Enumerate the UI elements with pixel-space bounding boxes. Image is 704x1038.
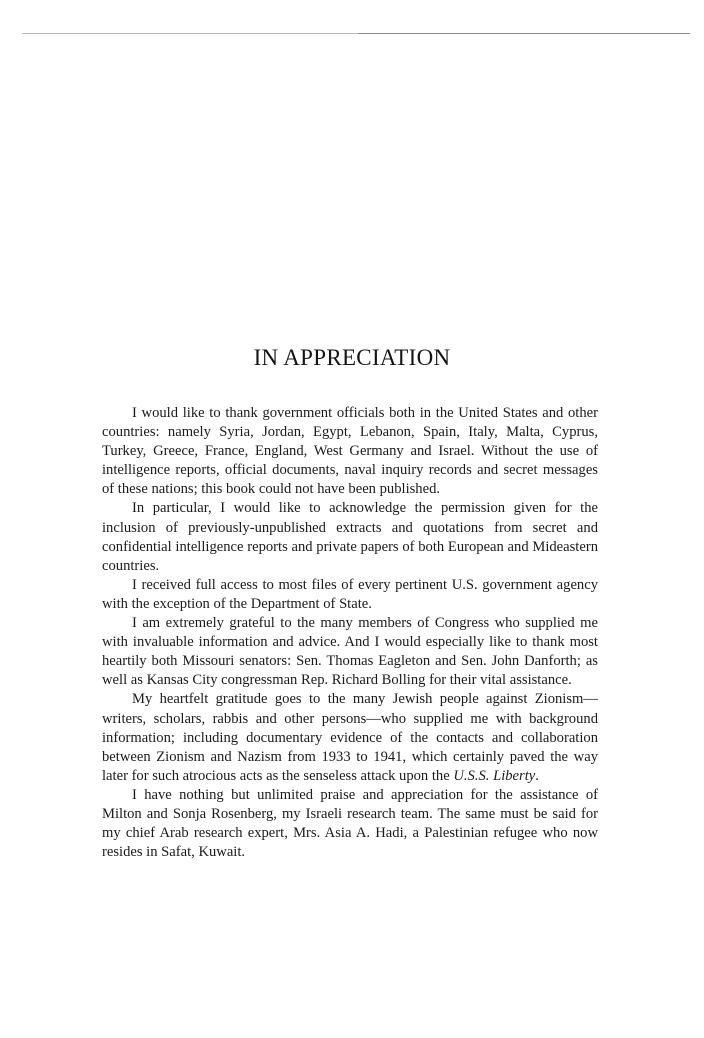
ship-name-italic: U.S.S. Liberty bbox=[453, 767, 536, 784]
paragraph-thanks-officials: I would like to thank government officials both in the United States and other countries: namely Syria, Jordan, Egypt, Lebanon, Spain, Italy, Malta, Cyprus, Turkey, Greece, France, England, West Germany and Israel. Without the use of intelligence reports, official documents, naval inquiry records and secret messages of these nations; this book could not have been published. bbox=[102, 405, 598, 498]
paragraph-gratitude-text: My heartfelt gratitude goes to the many Jewish people against Zionism—writers, scholars, rabbis and other persons—who supplied me with background information; including documentary evidence of the contacts and collaboration between Zionism and Nazism from 1933 to 1941, which certainly paved the way later for such atrocious acts as the senseless attack upon the bbox=[102, 691, 598, 784]
top-rule-accent bbox=[358, 33, 690, 34]
paragraph-acknowledge-permission: In particular, I would like to acknowledge the permission given for the inclusion of previously-unpublished extracts and quotations from secret and confidential intelligence reports and private papers of both European and Mideastern countries. bbox=[102, 500, 598, 574]
paragraph-gratitude-jewish-people bbox=[102, 690, 598, 785]
paragraph-congress-thanks: I am extremely grateful to the many members of Congress who supplied me with invaluable information and advice. And I would especially like to thank most heartily both Missouri senators: Sen. Thomas Eagleton and Sen. John Danforth; as well as Kansas City congressman Rep. Richard Bolling for their vital assistance. bbox=[102, 615, 598, 689]
paragraph-access-files: I received full access to most files of every pertinent U.S. government agency with the exception of the Department of State. bbox=[102, 576, 598, 612]
paragraph-gratitude-end: . bbox=[535, 767, 539, 784]
body-text bbox=[102, 404, 598, 862]
page-title: IN APPRECIATION bbox=[253, 345, 451, 370]
paragraph-research-team: I have nothing but unlimited praise and appreciation for the assistance of Milton and Sonja Rosenberg, my Israeli research team. The same must be said for my chief Arab research expert, Mrs. Asia A. Hadi, a Palestinian refugee who now resides in Safat, Kuwait. bbox=[102, 786, 598, 861]
